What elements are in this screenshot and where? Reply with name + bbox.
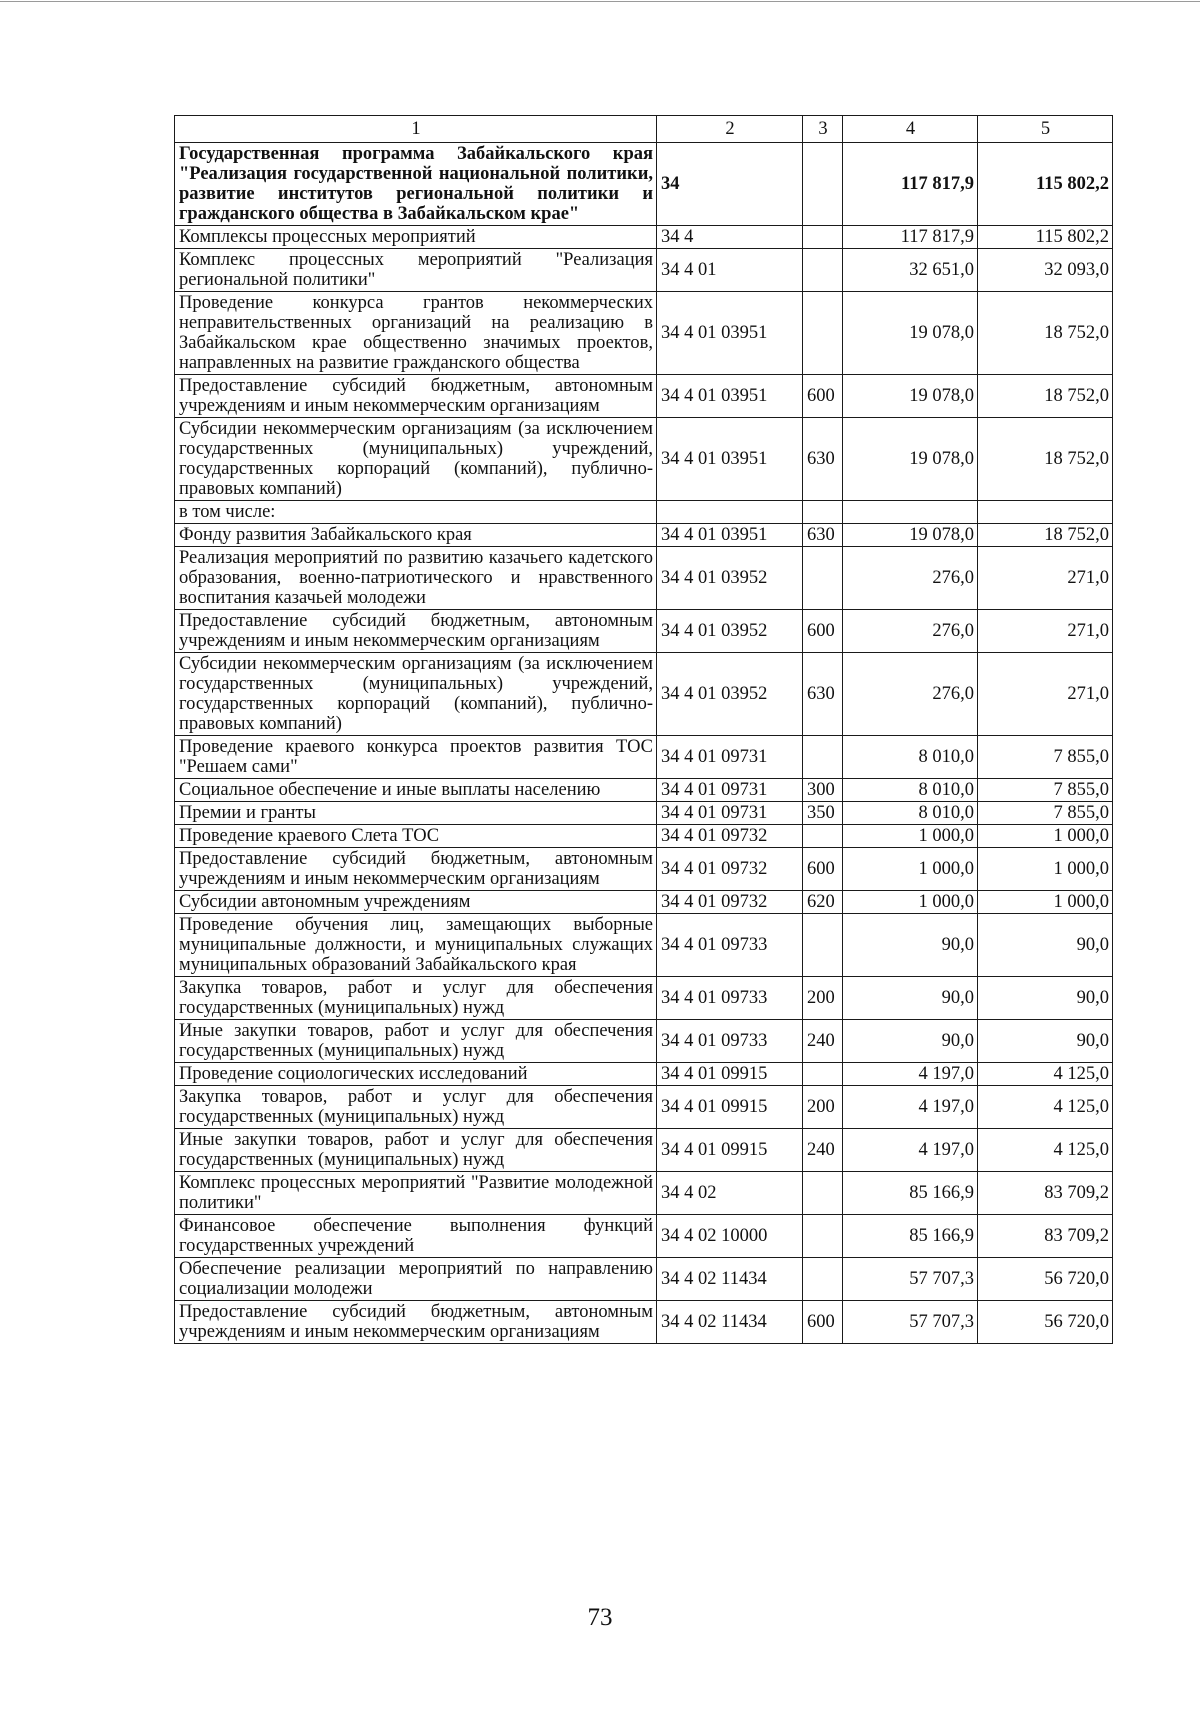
row-code-cell: 34 4 01 09732: [657, 848, 803, 891]
row-name-cell: Финансовое обеспечение выполнения функций государственных учреждений: [175, 1215, 657, 1258]
row-amount-col5-cell: 56 720,0: [978, 1301, 1113, 1344]
row-amount-col4-cell: 85 166,9: [843, 1172, 978, 1215]
row-name-cell: в том числе:: [175, 501, 657, 524]
row-amount-col4-cell: 8 010,0: [843, 802, 978, 825]
row-amount-col5-cell: 271,0: [978, 653, 1113, 736]
row-amount-col4-cell: 19 078,0: [843, 418, 978, 501]
table-row: [175, 1129, 1113, 1172]
row-amount-col4-cell: 4 197,0: [843, 1086, 978, 1129]
table-header-row: [175, 116, 1113, 143]
table-row: [175, 249, 1113, 292]
row-amount-col4-cell: 85 166,9: [843, 1215, 978, 1258]
table-row: [175, 914, 1113, 977]
row-name-cell: Государственная программа Забайкальского края "Реализация государственной национальной политики, развитие институтов региональной политики и гражданского общества в Забайкальском крае": [175, 143, 657, 226]
row-code-cell: 34 4 01 09915: [657, 1086, 803, 1129]
header-col-4: 4: [843, 116, 978, 143]
row-amount-col4-cell: 1 000,0: [843, 848, 978, 891]
row-expense-type-cell: [803, 226, 843, 249]
row-code-cell: 34 4 01 03951: [657, 375, 803, 418]
row-amount-col4-cell: 1 000,0: [843, 825, 978, 848]
row-amount-col5-cell: 115 802,2: [978, 226, 1113, 249]
row-expense-type-cell: [803, 1258, 843, 1301]
row-code-cell: [657, 501, 803, 524]
table-row: [175, 825, 1113, 848]
table-row: [175, 977, 1113, 1020]
row-amount-col5-cell: 18 752,0: [978, 375, 1113, 418]
row-amount-col4-cell: [843, 501, 978, 524]
row-amount-col5-cell: 83 709,2: [978, 1215, 1113, 1258]
row-code-cell: 34 4 01 09733: [657, 1020, 803, 1063]
row-name-cell: Проведение краевого Слета ТОС: [175, 825, 657, 848]
row-amount-col4-cell: 1 000,0: [843, 891, 978, 914]
row-amount-col5-cell: 271,0: [978, 547, 1113, 610]
table-row: [175, 292, 1113, 375]
row-name-cell: Предоставление субсидий бюджетным, автономным учреждениям и иным некоммерческим организациям: [175, 1301, 657, 1344]
header-col-3: 3: [803, 116, 843, 143]
row-expense-type-cell: 240: [803, 1020, 843, 1063]
header-col-1: 1: [175, 116, 657, 143]
row-amount-col4-cell: 90,0: [843, 1020, 978, 1063]
row-code-cell: 34 4 01 09915: [657, 1063, 803, 1086]
budget-table: [174, 115, 1113, 1344]
row-code-cell: 34 4 01 03951: [657, 418, 803, 501]
row-code-cell: 34 4 02: [657, 1172, 803, 1215]
row-amount-col4-cell: 19 078,0: [843, 292, 978, 375]
row-expense-type-cell: [803, 736, 843, 779]
row-amount-col5-cell: 4 125,0: [978, 1063, 1113, 1086]
row-expense-type-cell: [803, 249, 843, 292]
row-amount-col4-cell: 276,0: [843, 610, 978, 653]
row-amount-col4-cell: 90,0: [843, 914, 978, 977]
row-code-cell: 34 4 01 09732: [657, 891, 803, 914]
row-code-cell: 34: [657, 143, 803, 226]
row-expense-type-cell: [803, 501, 843, 524]
row-expense-type-cell: [803, 547, 843, 610]
row-expense-type-cell: [803, 914, 843, 977]
row-name-cell: Закупка товаров, работ и услуг для обеспечения государственных (муниципальных) нужд: [175, 1086, 657, 1129]
row-code-cell: 34 4 01 03951: [657, 524, 803, 547]
row-expense-type-cell: [803, 143, 843, 226]
page-number: 73: [587, 1604, 613, 1631]
row-expense-type-cell: [803, 1215, 843, 1258]
row-expense-type-cell: 200: [803, 977, 843, 1020]
row-code-cell: 34 4 01 09731: [657, 802, 803, 825]
row-code-cell: 34 4 01 03952: [657, 653, 803, 736]
row-name-cell: Закупка товаров, работ и услуг для обеспечения государственных (муниципальных) нужд: [175, 977, 657, 1020]
row-expense-type-cell: [803, 825, 843, 848]
row-name-cell: Обеспечение реализации мероприятий по направлению социализации молодежи: [175, 1258, 657, 1301]
row-code-cell: 34 4 01 03952: [657, 547, 803, 610]
row-amount-col4-cell: 4 197,0: [843, 1063, 978, 1086]
row-amount-col5-cell: 90,0: [978, 914, 1113, 977]
row-amount-col4-cell: 117 817,9: [843, 226, 978, 249]
row-amount-col4-cell: 276,0: [843, 547, 978, 610]
table-row: [175, 802, 1113, 825]
row-amount-col5-cell: 1 000,0: [978, 825, 1113, 848]
row-expense-type-cell: 300: [803, 779, 843, 802]
row-amount-col4-cell: 32 651,0: [843, 249, 978, 292]
row-code-cell: 34 4 02 10000: [657, 1215, 803, 1258]
row-amount-col4-cell: 4 197,0: [843, 1129, 978, 1172]
table-row: [175, 501, 1113, 524]
row-amount-col4-cell: 117 817,9: [843, 143, 978, 226]
table-row: [175, 226, 1113, 249]
row-expense-type-cell: 630: [803, 524, 843, 547]
table-row: [175, 1172, 1113, 1215]
row-code-cell: 34 4 02 11434: [657, 1301, 803, 1344]
row-name-cell: Субсидии некоммерческим организациям (за исключением государственных (муниципальных) учреждений, государственных корпораций (компаний), публично-правовых компаний): [175, 418, 657, 501]
row-code-cell: 34 4 01 09731: [657, 779, 803, 802]
row-name-cell: Предоставление субсидий бюджетным, автономным учреждениям и иным некоммерческим организациям: [175, 848, 657, 891]
table-row: [175, 1086, 1113, 1129]
row-code-cell: 34 4 01: [657, 249, 803, 292]
row-name-cell: Комплекс процессных мероприятий "Развитие молодежной политики": [175, 1172, 657, 1215]
row-expense-type-cell: 630: [803, 418, 843, 501]
row-name-cell: Реализация мероприятий по развитию казачьего кадетского образования, военно-патриотического и нравственного воспитания казачьей молодежи: [175, 547, 657, 610]
table-row: [175, 779, 1113, 802]
row-code-cell: 34 4 01 09915: [657, 1129, 803, 1172]
table-row: [175, 524, 1113, 547]
row-amount-col4-cell: 276,0: [843, 653, 978, 736]
row-name-cell: Субсидии автономным учреждениям: [175, 891, 657, 914]
row-amount-col5-cell: 83 709,2: [978, 1172, 1113, 1215]
row-amount-col5-cell: 90,0: [978, 1020, 1113, 1063]
row-name-cell: Премии и гранты: [175, 802, 657, 825]
row-name-cell: Предоставление субсидий бюджетным, автономным учреждениям и иным некоммерческим организациям: [175, 610, 657, 653]
row-name-cell: Проведение обучения лиц, замещающих выборные муниципальные должности, и муниципальных служащих муниципальных образований Забайкальского края: [175, 914, 657, 977]
row-amount-col4-cell: 57 707,3: [843, 1301, 978, 1344]
row-name-cell: Социальное обеспечение и иные выплаты населению: [175, 779, 657, 802]
table-row: [175, 891, 1113, 914]
table-row: [175, 375, 1113, 418]
row-amount-col5-cell: 32 093,0: [978, 249, 1113, 292]
row-amount-col5-cell: 4 125,0: [978, 1086, 1113, 1129]
table-row: [175, 1020, 1113, 1063]
row-name-cell: Комплексы процессных мероприятий: [175, 226, 657, 249]
row-expense-type-cell: 600: [803, 1301, 843, 1344]
row-expense-type-cell: 200: [803, 1086, 843, 1129]
row-name-cell: Проведение конкурса грантов некоммерческих неправительственных организаций на реализацию в Забайкальском крае общественно значимых проектов, направленных на развитие гражданского общества: [175, 292, 657, 375]
table-row: [175, 1063, 1113, 1086]
row-amount-col4-cell: 19 078,0: [843, 375, 978, 418]
row-code-cell: 34 4: [657, 226, 803, 249]
row-expense-type-cell: 630: [803, 653, 843, 736]
row-expense-type-cell: [803, 1172, 843, 1215]
table-row: [175, 418, 1113, 501]
row-code-cell: 34 4 01 09732: [657, 825, 803, 848]
row-amount-col5-cell: 4 125,0: [978, 1129, 1113, 1172]
row-amount-col5-cell: 18 752,0: [978, 524, 1113, 547]
row-expense-type-cell: 600: [803, 375, 843, 418]
table-row: [175, 1301, 1113, 1344]
row-name-cell: Предоставление субсидий бюджетным, автономным учреждениям и иным некоммерческим организациям: [175, 375, 657, 418]
row-expense-type-cell: 620: [803, 891, 843, 914]
table-row: [175, 143, 1113, 226]
row-amount-col5-cell: 271,0: [978, 610, 1113, 653]
row-expense-type-cell: [803, 292, 843, 375]
table-row: [175, 848, 1113, 891]
row-name-cell: Иные закупки товаров, работ и услуг для обеспечения государственных (муниципальных) нужд: [175, 1129, 657, 1172]
row-amount-col5-cell: 7 855,0: [978, 779, 1113, 802]
row-amount-col5-cell: 7 855,0: [978, 802, 1113, 825]
row-code-cell: 34 4 01 03951: [657, 292, 803, 375]
header-col-5: 5: [978, 116, 1113, 143]
row-amount-col5-cell: 90,0: [978, 977, 1113, 1020]
top-rule: [0, 1, 1200, 2]
row-amount-col5-cell: 18 752,0: [978, 292, 1113, 375]
row-code-cell: 34 4 01 09733: [657, 914, 803, 977]
row-code-cell: 34 4 02 11434: [657, 1258, 803, 1301]
table-row: [175, 610, 1113, 653]
row-code-cell: 34 4 01 03952: [657, 610, 803, 653]
row-amount-col4-cell: 8 010,0: [843, 736, 978, 779]
row-amount-col5-cell: [978, 501, 1113, 524]
table-row: [175, 736, 1113, 779]
row-amount-col5-cell: 1 000,0: [978, 891, 1113, 914]
row-name-cell: Иные закупки товаров, работ и услуг для обеспечения государственных (муниципальных) нужд: [175, 1020, 657, 1063]
table-row: [175, 1215, 1113, 1258]
row-expense-type-cell: 240: [803, 1129, 843, 1172]
row-amount-col5-cell: 56 720,0: [978, 1258, 1113, 1301]
row-amount-col4-cell: 8 010,0: [843, 779, 978, 802]
row-amount-col4-cell: 19 078,0: [843, 524, 978, 547]
table-row: [175, 653, 1113, 736]
row-name-cell: Субсидии некоммерческим организациям (за исключением государственных (муниципальных) учреждений, государственных корпораций (компаний), публично-правовых компаний): [175, 653, 657, 736]
row-name-cell: Проведение краевого конкурса проектов развития ТОС "Решаем сами": [175, 736, 657, 779]
row-amount-col5-cell: 18 752,0: [978, 418, 1113, 501]
row-amount-col4-cell: 90,0: [843, 977, 978, 1020]
row-expense-type-cell: 350: [803, 802, 843, 825]
row-amount-col5-cell: 1 000,0: [978, 848, 1113, 891]
row-name-cell: Проведение социологических исследований: [175, 1063, 657, 1086]
row-expense-type-cell: 600: [803, 848, 843, 891]
header-col-2: 2: [657, 116, 803, 143]
row-code-cell: 34 4 01 09733: [657, 977, 803, 1020]
table-row: [175, 547, 1113, 610]
row-code-cell: 34 4 01 09731: [657, 736, 803, 779]
row-amount-col4-cell: 57 707,3: [843, 1258, 978, 1301]
row-amount-col5-cell: 115 802,2: [978, 143, 1113, 226]
row-name-cell: Комплекс процессных мероприятий "Реализация региональной политики": [175, 249, 657, 292]
row-expense-type-cell: 600: [803, 610, 843, 653]
row-expense-type-cell: [803, 1063, 843, 1086]
table-row: [175, 1258, 1113, 1301]
row-amount-col5-cell: 7 855,0: [978, 736, 1113, 779]
row-name-cell: Фонду развития Забайкальского края: [175, 524, 657, 547]
